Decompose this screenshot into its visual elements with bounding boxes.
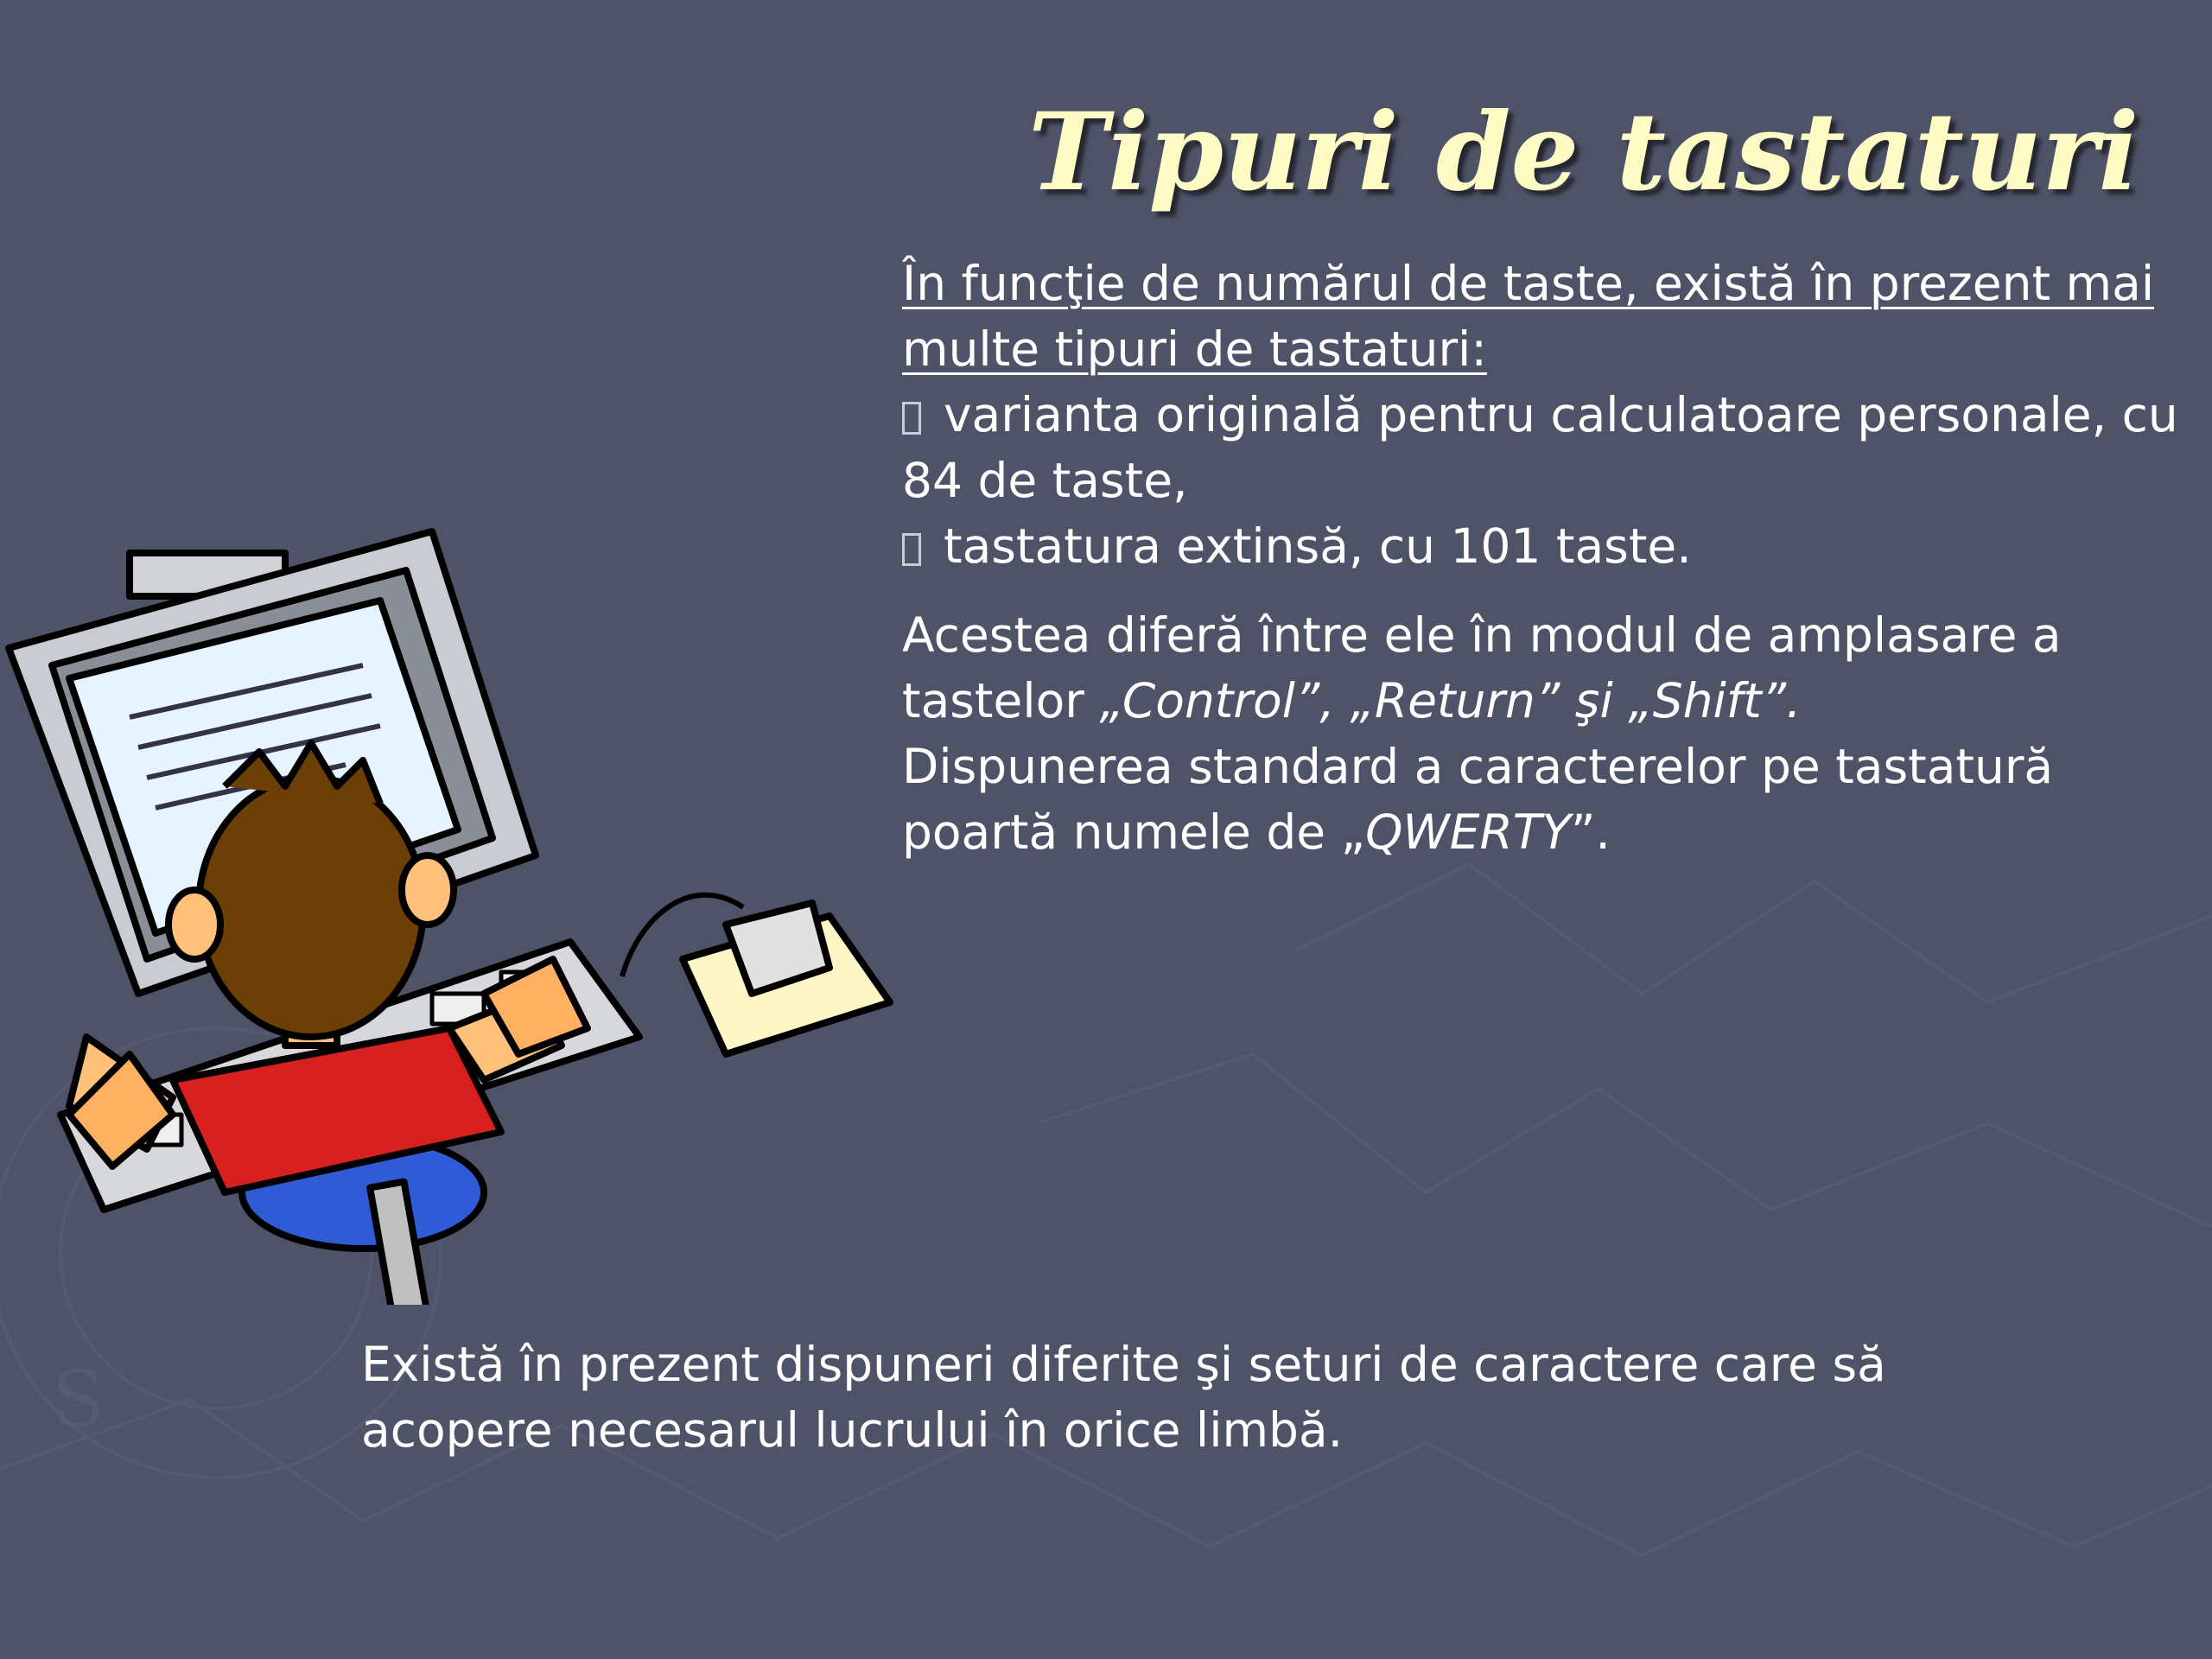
intro-text: În funcţie de numărul de taste, există în prezent mai multe tipuri de tastaturi: (902, 256, 2155, 377)
bullet-icon (902, 402, 921, 435)
list-item-text: tastatura extinsă, cu 101 taste. (944, 518, 1692, 574)
svg-text:S: S (52, 1354, 105, 1445)
person-at-computer-icon (0, 510, 907, 1305)
slide-title: Tipuri de tastaturi (1028, 90, 2139, 215)
keyboard-types-list (902, 382, 2181, 579)
paragraph-part1: Acestea diferă între ele în modul de amplasare a tastelor (902, 607, 2062, 728)
paragraph-part2: Dispunerea standard a caracterelor pe tastatură poartă numele de „ (902, 739, 2054, 860)
list-item (902, 382, 2181, 513)
paragraph-part3: ”. (1570, 804, 1611, 860)
list-item (902, 513, 2181, 579)
layout-paragraph (902, 602, 2181, 865)
key-names: „Control”, „Return” şi „Shift”. (1099, 673, 1802, 728)
footer-text: Există în prezent dispuneri diferite şi seturi de caractere care să acopere necesarul lucrului în orice limbă. (361, 1337, 1886, 1458)
layout-name: QWERTY (1365, 804, 1571, 860)
list-item-text: varianta originală pentru calculatoare personale, cu 84 de taste, (902, 387, 2178, 508)
